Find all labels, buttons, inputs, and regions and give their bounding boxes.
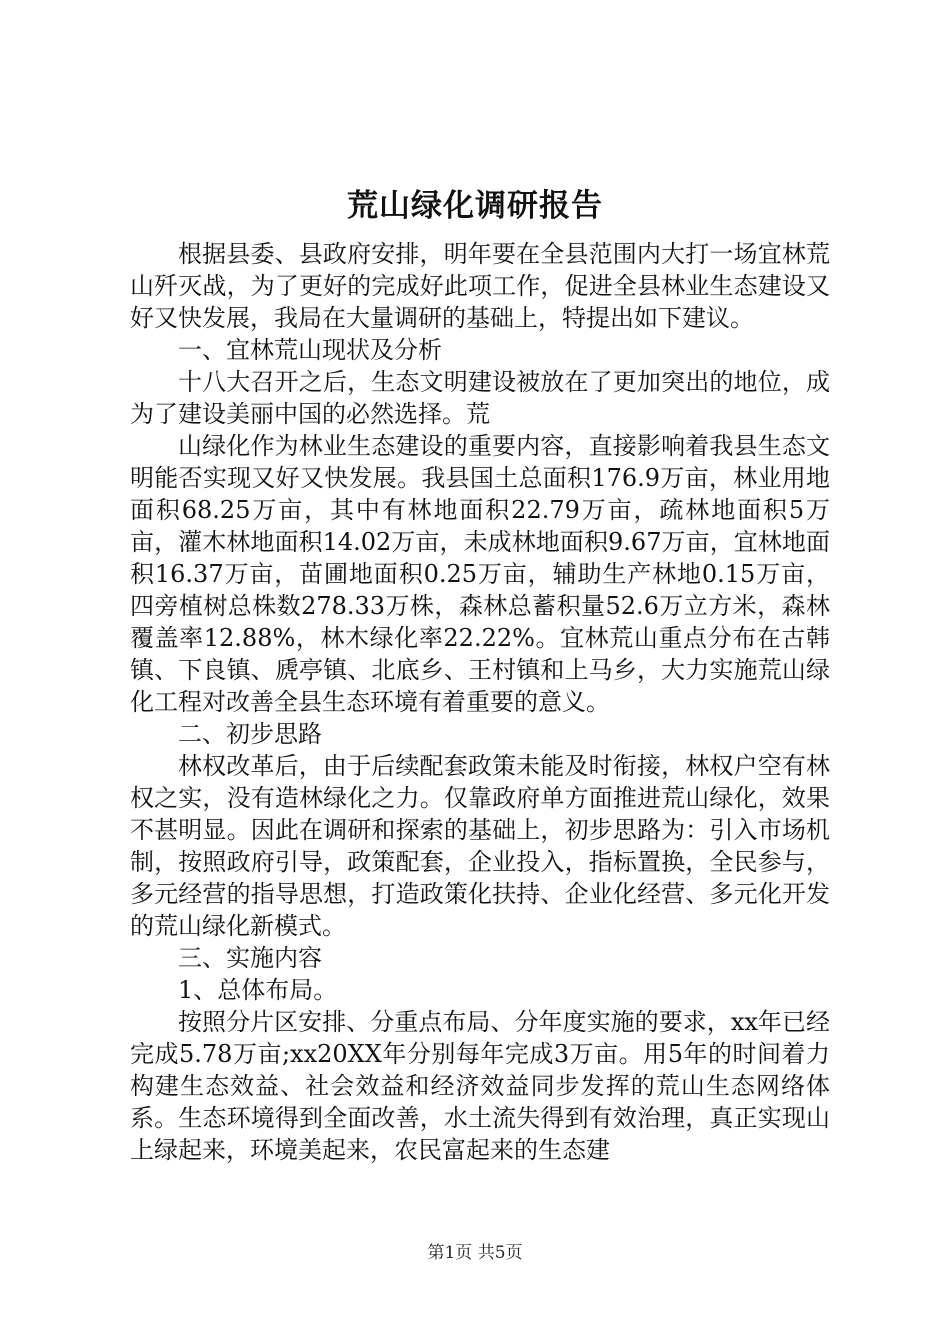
document-body	[130, 238, 830, 1166]
section-heading-1: 一、宜林荒山现状及分析	[178, 336, 442, 364]
document-title: 荒山绿化调研报告	[347, 188, 603, 224]
paragraph-plan: 按照分片区安排、分重点布局、分年度实施的要求，xx年已经完成5.78万亩;xx20XX年分别每年完成3万亩。用5年的时间着力构建生态效益、社会效益和经济效益同步发挥的荒山生态网络体系。生态环境得到全面改善，水土流失得到有效治理，真正实现山上绿起来，环境美起来，农民富起来的生态建	[130, 1008, 830, 1164]
paragraph-intro: 根据县委、县政府安排，明年要在全县范围内大打一场宜林荒山歼灭战，为了更好的完成好此项工作，促进全县林业生态建设又好又快发展，我局在大量调研的基础上，特提出如下建议。	[130, 240, 830, 332]
paragraph-approach: 林权改革后，由于后续配套政策未能及时衔接，林权户空有林权之实，没有造林绿化之力。仅靠政府单方面推进荒山绿化，效果不甚明显。因此在调研和探索的基础上，初步思路为：引入市场机制，按照政府引导，政策配套，企业投入，指标置换，全民参与，多元经营的指导思想，打造政策化扶持、企业化经营、多元化开发的荒山绿化新模式。	[130, 752, 830, 940]
paragraph-statistics: 山绿化作为林业生态建设的重要内容，直接影响着我县生态文明能否实现又好又快发展。我县国土总面积176.9万亩，林业用地面积68.25万亩，其中有林地面积22.79万亩，疏林地面积5万亩，灌木林地面积14.02万亩，未成林地面积9.67万亩，宜林地面积16.37万亩，苗圃地面积0.25万亩，辅助生产林地0.15万亩，四旁植树总株数278.33万株，森林总蓄积量52.6万立方米，森林覆盖率12.88%，林木绿化率22.22%。宜林荒山重点分布在古韩镇、下良镇、虒亭镇、北底乡、王村镇和上马乡，大力实施荒山绿化工程对改善全县生态环境有着重要的意义。	[130, 432, 830, 716]
subheading-layout: 1、总体布局。	[178, 976, 338, 1004]
paragraph-ecology: 十八大召开之后，生态文明建设被放在了更加突出的地位，成为了建设美丽中国的必然选择。荒	[130, 368, 830, 428]
section-heading-2: 二、初步思路	[178, 720, 322, 748]
section-heading-3: 三、实施内容	[178, 944, 322, 972]
page-number-footer: 第1页 共5页	[427, 1243, 523, 1263]
